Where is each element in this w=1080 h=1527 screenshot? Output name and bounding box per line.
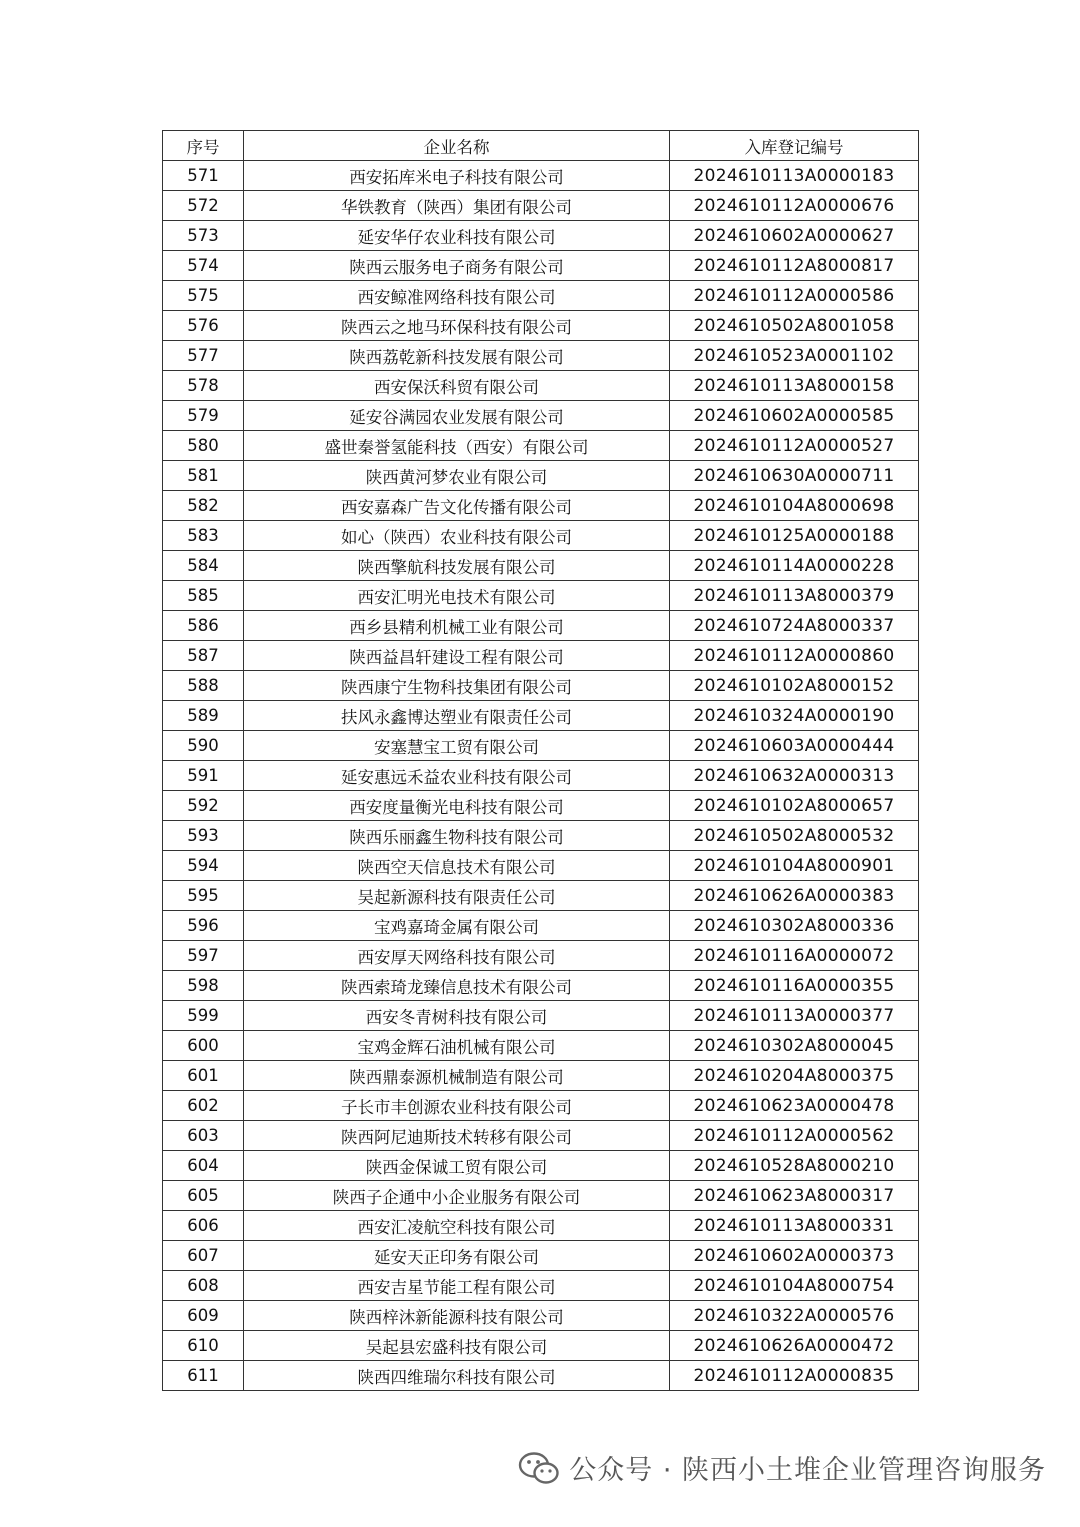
table-row: [163, 521, 919, 551]
row-index: 585: [163, 581, 244, 611]
company-name: 延安天正印务有限公司: [244, 1241, 670, 1271]
registration-number: 2024610125A0000188: [670, 521, 919, 551]
table-row: [163, 1331, 919, 1361]
table-row: [163, 701, 919, 731]
row-index: 577: [163, 341, 244, 371]
row-index: 607: [163, 1241, 244, 1271]
company-name: 西安拓库米电子科技有限公司: [244, 161, 670, 191]
company-name: 西安鲸准网络科技有限公司: [244, 281, 670, 311]
row-index: 598: [163, 971, 244, 1001]
row-index: 582: [163, 491, 244, 521]
table-row: [163, 1091, 919, 1121]
row-index: 595: [163, 881, 244, 911]
row-index: 589: [163, 701, 244, 731]
registration-number: 2024610113A8000331: [670, 1211, 919, 1241]
registration-number: 2024610632A0000313: [670, 761, 919, 791]
table-row: [163, 911, 919, 941]
table-row: [163, 281, 919, 311]
company-name: 吴起新源科技有限责任公司: [244, 881, 670, 911]
registration-number: 2024610102A8000152: [670, 671, 919, 701]
company-name: 西安汇明光电技术有限公司: [244, 581, 670, 611]
header-index: 序号: [163, 131, 244, 161]
row-index: 600: [163, 1031, 244, 1061]
row-index: 584: [163, 551, 244, 581]
table-row: [163, 311, 919, 341]
registration-number: 2024610623A0000478: [670, 1091, 919, 1121]
table-row: [163, 581, 919, 611]
row-index: 601: [163, 1061, 244, 1091]
table-row: [163, 1301, 919, 1331]
row-index: 593: [163, 821, 244, 851]
row-index: 586: [163, 611, 244, 641]
registration-number: 2024610724A8000337: [670, 611, 919, 641]
company-name: 陕西康宁生物科技集团有限公司: [244, 671, 670, 701]
row-index: 571: [163, 161, 244, 191]
company-name: 西乡县精利机械工业有限公司: [244, 611, 670, 641]
row-index: 605: [163, 1181, 244, 1211]
company-name: 陕西四维瑞尔科技有限公司: [244, 1361, 670, 1391]
row-index: 608: [163, 1271, 244, 1301]
table-row: [163, 1211, 919, 1241]
row-index: 599: [163, 1001, 244, 1031]
registration-number: 2024610104A8000754: [670, 1271, 919, 1301]
company-name: 子长市丰创源农业科技有限公司: [244, 1091, 670, 1121]
row-index: 602: [163, 1091, 244, 1121]
row-index: 603: [163, 1121, 244, 1151]
registration-number: 2024610113A0000377: [670, 1001, 919, 1031]
company-name: 陕西索琦龙臻信息技术有限公司: [244, 971, 670, 1001]
registration-number: 2024610626A0000472: [670, 1331, 919, 1361]
table-row: [163, 1061, 919, 1091]
company-name: 西安保沃科贸有限公司: [244, 371, 670, 401]
company-name: 陕西黄河梦农业有限公司: [244, 461, 670, 491]
table-row: [163, 851, 919, 881]
table-row: [163, 791, 919, 821]
wechat-icon: [517, 1450, 561, 1486]
table-row: [163, 881, 919, 911]
registration-number: 2024610112A0000860: [670, 641, 919, 671]
registration-number: 2024610112A0000562: [670, 1121, 919, 1151]
table-row: [163, 1181, 919, 1211]
company-name: 陕西乐丽鑫生物科技有限公司: [244, 821, 670, 851]
registration-number: 2024610204A8000375: [670, 1061, 919, 1091]
table-row: [163, 731, 919, 761]
header-company-name: 企业名称: [244, 131, 670, 161]
table-row: [163, 761, 919, 791]
table-row: [163, 941, 919, 971]
row-index: 590: [163, 731, 244, 761]
registration-number: 2024610502A8000532: [670, 821, 919, 851]
watermark: [517, 1448, 1046, 1487]
row-index: 596: [163, 911, 244, 941]
table-row: [163, 1121, 919, 1151]
table-row: [163, 1031, 919, 1061]
registration-number: 2024610626A0000383: [670, 881, 919, 911]
registration-number: 2024610112A0000527: [670, 431, 919, 461]
row-index: 597: [163, 941, 244, 971]
company-name: 陕西梓沐新能源科技有限公司: [244, 1301, 670, 1331]
registration-number: 2024610104A8000698: [670, 491, 919, 521]
row-index: 576: [163, 311, 244, 341]
row-index: 588: [163, 671, 244, 701]
row-index: 611: [163, 1361, 244, 1391]
row-index: 573: [163, 221, 244, 251]
registration-number: 2024610102A8000657: [670, 791, 919, 821]
table-row: [163, 1151, 919, 1181]
row-index: 572: [163, 191, 244, 221]
row-index: 578: [163, 371, 244, 401]
table-row: [163, 551, 919, 581]
table-row: [163, 1001, 919, 1031]
company-name: 西安度量衡光电科技有限公司: [244, 791, 670, 821]
company-name: 陕西荔乾新科技发展有限公司: [244, 341, 670, 371]
registration-number: 2024610602A0000585: [670, 401, 919, 431]
registration-number: 2024610630A0000711: [670, 461, 919, 491]
row-index: 581: [163, 461, 244, 491]
company-name: 安塞慧宝工贸有限公司: [244, 731, 670, 761]
registration-number: 2024610112A0000676: [670, 191, 919, 221]
row-index: 606: [163, 1211, 244, 1241]
registration-number: 2024610112A0000835: [670, 1361, 919, 1391]
company-name: 陕西子企通中小企业服务有限公司: [244, 1181, 670, 1211]
watermark-text: 公众号 · 陕西小土堆企业管理咨询服务: [569, 1455, 1046, 1486]
company-name: 陕西鼎泰源机械制造有限公司: [244, 1061, 670, 1091]
registration-number: 2024610602A0000627: [670, 221, 919, 251]
company-name: 宝鸡嘉琦金属有限公司: [244, 911, 670, 941]
row-index: 575: [163, 281, 244, 311]
company-name: 华铁教育（陕西）集团有限公司: [244, 191, 670, 221]
company-name: 延安华仔农业科技有限公司: [244, 221, 670, 251]
registration-number: 2024610602A0000373: [670, 1241, 919, 1271]
registration-number: 2024610324A0000190: [670, 701, 919, 731]
company-name: 陕西益昌轩建设工程有限公司: [244, 641, 670, 671]
registration-number: 2024610112A8000817: [670, 251, 919, 281]
row-index: 591: [163, 761, 244, 791]
registration-number: 2024610113A8000379: [670, 581, 919, 611]
table-row: [163, 1241, 919, 1271]
registration-number: 2024610623A8000317: [670, 1181, 919, 1211]
company-name: 盛世秦誉氢能科技（西安）有限公司: [244, 431, 670, 461]
company-name: 陕西云服务电子商务有限公司: [244, 251, 670, 281]
header-registration-number: 入库登记编号: [670, 131, 919, 161]
table-row: [163, 251, 919, 281]
table-row: [163, 641, 919, 671]
table-row: [163, 401, 919, 431]
company-name: 如心（陕西）农业科技有限公司: [244, 521, 670, 551]
table-row: [163, 611, 919, 641]
row-index: 604: [163, 1151, 244, 1181]
company-name: 陕西金保诚工贸有限公司: [244, 1151, 670, 1181]
row-index: 594: [163, 851, 244, 881]
table-row: [163, 971, 919, 1001]
company-name: 西安冬青树科技有限公司: [244, 1001, 670, 1031]
registration-number: 2024610322A0000576: [670, 1301, 919, 1331]
registration-number: 2024610523A0001102: [670, 341, 919, 371]
company-name: 陕西云之地马环保科技有限公司: [244, 311, 670, 341]
table-header-row: [163, 131, 919, 161]
company-name: 延安惠远禾益农业科技有限公司: [244, 761, 670, 791]
table-row: [163, 341, 919, 371]
table-row: [163, 491, 919, 521]
table-row: [163, 431, 919, 461]
registration-number: 2024610113A8000158: [670, 371, 919, 401]
registration-number: 2024610116A0000355: [670, 971, 919, 1001]
registration-number: 2024610502A8001058: [670, 311, 919, 341]
table-body: [163, 161, 919, 1391]
row-index: 587: [163, 641, 244, 671]
row-index: 609: [163, 1301, 244, 1331]
enterprise-table: [162, 130, 919, 1391]
table-row: [163, 371, 919, 401]
company-name: 延安谷满园农业发展有限公司: [244, 401, 670, 431]
table-row: [163, 1271, 919, 1301]
row-index: 579: [163, 401, 244, 431]
row-index: 580: [163, 431, 244, 461]
registration-number: 2024610114A0000228: [670, 551, 919, 581]
registration-number: 2024610104A8000901: [670, 851, 919, 881]
company-name: 扶风永鑫博达塑业有限责任公司: [244, 701, 670, 731]
registration-number: 2024610112A0000586: [670, 281, 919, 311]
table-row: [163, 821, 919, 851]
registration-number: 2024610603A0000444: [670, 731, 919, 761]
company-name: 西安汇凌航空科技有限公司: [244, 1211, 670, 1241]
row-index: 592: [163, 791, 244, 821]
row-index: 610: [163, 1331, 244, 1361]
company-name: 西安吉星节能工程有限公司: [244, 1271, 670, 1301]
registration-number: 2024610528A8000210: [670, 1151, 919, 1181]
row-index: 574: [163, 251, 244, 281]
company-name: 陕西擎航科技发展有限公司: [244, 551, 670, 581]
registration-number: 2024610116A0000072: [670, 941, 919, 971]
company-name: 宝鸡金辉石油机械有限公司: [244, 1031, 670, 1061]
registration-number: 2024610302A8000336: [670, 911, 919, 941]
table-row: [163, 671, 919, 701]
registration-number: 2024610302A8000045: [670, 1031, 919, 1061]
company-name: 陕西阿尼迪斯技术转移有限公司: [244, 1121, 670, 1151]
registration-number: 2024610113A0000183: [670, 161, 919, 191]
table-row: [163, 461, 919, 491]
company-name: 陕西空天信息技术有限公司: [244, 851, 670, 881]
company-name: 西安厚天网络科技有限公司: [244, 941, 670, 971]
company-name: 西安嘉森广告文化传播有限公司: [244, 491, 670, 521]
table-row: [163, 191, 919, 221]
table-row: [163, 221, 919, 251]
table-row: [163, 161, 919, 191]
company-name: 吴起县宏盛科技有限公司: [244, 1331, 670, 1361]
row-index: 583: [163, 521, 244, 551]
table-row: [163, 1361, 919, 1391]
